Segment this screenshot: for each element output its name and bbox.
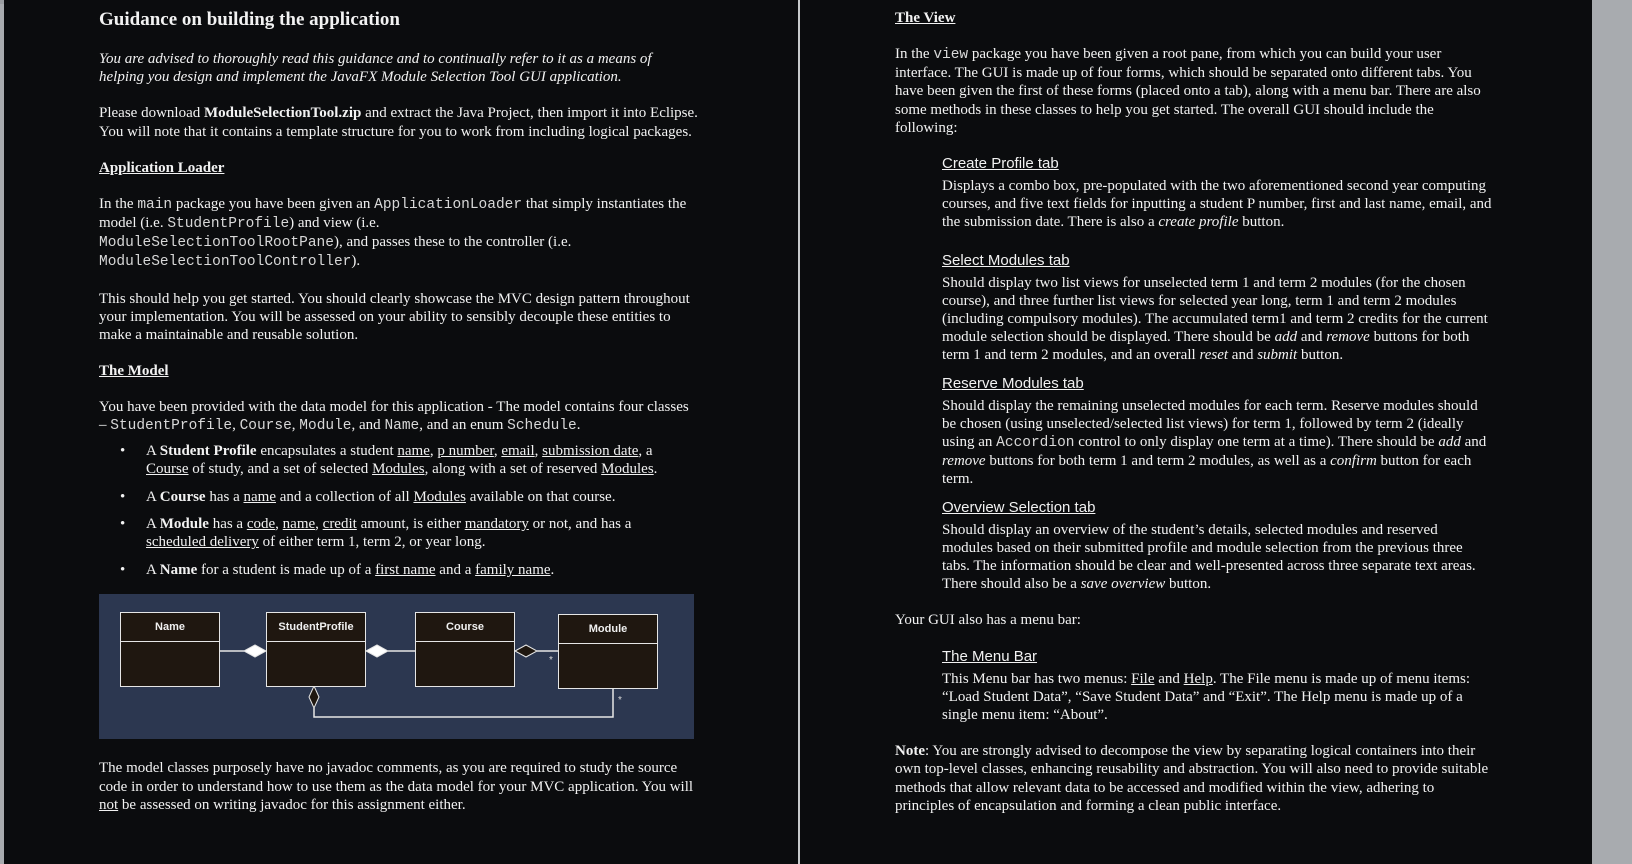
bullet-glyph: •: [120, 442, 126, 459]
code-span: Accordion: [996, 435, 1075, 452]
text-span: ,: [232, 417, 240, 434]
section-heading-the-view: The View: [895, 10, 956, 26]
list-item: [120, 442, 686, 478]
italic-term: submit: [1257, 347, 1298, 364]
section-heading-application-loader: Application Loader: [99, 159, 225, 176]
reserve-modules-block: [942, 375, 1492, 489]
text-span: or not, and has a: [528, 516, 632, 533]
code-span: ModuleSelectionToolRootPane: [99, 235, 334, 252]
multiplicity-label: *: [618, 695, 622, 707]
bold-term: Note: [895, 743, 925, 760]
download-paragraph: [99, 104, 699, 140]
text-span: of study, and a set of selected: [188, 460, 373, 477]
text-span: , along with a set of reserved: [424, 460, 602, 477]
composition-diamond: [244, 645, 266, 657]
subheading-reserve-modules: Reserve Modules tab: [942, 374, 1084, 392]
text-span: encapsulates a student: [256, 442, 398, 459]
underlined-term: email: [501, 442, 535, 459]
italic-term: reset: [1199, 347, 1229, 364]
menu-bar-text: [942, 670, 1492, 725]
text-span: button.: [1238, 214, 1285, 231]
text-span: In the: [99, 195, 138, 212]
loader-paragraph: [99, 195, 699, 272]
underlined-term: submission date: [542, 442, 639, 459]
uml-class-title: StudentProfile: [267, 613, 365, 642]
underlined-term: name: [397, 442, 430, 459]
bold-term: Module: [159, 516, 209, 533]
text-span: In the: [895, 46, 934, 62]
italic-term: add: [1274, 329, 1298, 346]
bullet-glyph: •: [120, 516, 126, 533]
code-span: Schedule: [507, 418, 577, 435]
text-span: ,: [315, 516, 323, 533]
model-bullet-list: [99, 442, 798, 580]
underlined-term: File: [1131, 670, 1155, 687]
text-span: Should display the remaining unselected modules for each term. Reserve modules should be chosen (using unselected/selected list views) for term 1, followed by term 2 (ideally using an: [942, 397, 1478, 451]
create-profile-block: [942, 155, 1492, 232]
closing-paragraph: [99, 759, 699, 814]
bold-term: Name: [159, 562, 198, 579]
uml-class-title: Course: [416, 613, 514, 642]
text-span: A: [146, 488, 160, 505]
code-span: Module: [299, 418, 352, 435]
underlined-term: first name: [375, 562, 436, 579]
code-span: ModuleSelectionToolController: [99, 254, 352, 271]
code-span: StudentProfile: [167, 216, 290, 233]
underlined-term: p number: [437, 442, 494, 459]
bullet-glyph: •: [120, 488, 126, 505]
menubar-intro: Your GUI also has a menu bar:: [895, 612, 1081, 629]
text-span: buttons for both term 1 and term 2 modules, and an overall: [942, 329, 1470, 364]
text-span: ,: [291, 417, 300, 434]
code-span: view: [933, 47, 969, 63]
code-span: Name: [384, 418, 420, 435]
text-span: that simply instantiates the model (i.e.: [99, 195, 687, 232]
text-span: be assessed on writing javadoc for this assignment either.: [118, 796, 466, 813]
underlined-term: name: [243, 488, 276, 505]
aggregation-diamond: [515, 645, 537, 657]
left-page[interactable]: [4, 0, 798, 864]
mvc-paragraph: This should help you get started. You should clearly showcase the MVC design pattern throughout your implementation. You will be assessed on your ability to sensibly decouple these entities to make a maintainable and reusable solution.: [99, 290, 690, 344]
text-span: amount, is either: [356, 516, 465, 533]
text-span: , and: [351, 417, 385, 434]
text-span: control to only display one term at a time). There should be: [1074, 434, 1439, 451]
bold-term: Course: [159, 488, 206, 505]
intro-paragraph: You are advised to thoroughly read this guidance and to continually refer to it as a means of helping you design and implement the JavaFX Module Selection Tool GUI application.: [99, 51, 652, 86]
text-span: of either term 1, term 2, or year long.: [258, 534, 486, 551]
text-span: Please download: [99, 105, 204, 122]
uml-class-diagram: [99, 594, 694, 739]
text-span: and: [1228, 347, 1258, 364]
text-span: and: [1460, 434, 1487, 451]
assoc-line-reserved: [314, 689, 613, 717]
underlined-term: name: [282, 516, 316, 533]
italic-term: remove: [942, 453, 986, 470]
italic-term: create profile: [1158, 214, 1239, 231]
subheading-create-profile: Create Profile tab: [942, 155, 1059, 173]
text-span: , a: [638, 442, 653, 459]
text-span: ,: [429, 442, 438, 459]
text-span: .: [576, 417, 581, 434]
view-intro-paragraph: [895, 45, 1495, 137]
text-span: button.: [1165, 576, 1212, 593]
text-span: Displays a combo box, pre-populated with the two aforementioned second year computing courses, and five text fields for inputting a student P number, first and last name, email, and the submission date. There is also a: [942, 178, 1492, 231]
underlined-term: Modules: [601, 460, 654, 477]
composition-diamond: [366, 645, 388, 657]
text-span: package you have been given a root pane, from which you can build your user interface. The GUI is made up of four forms, which should be separated onto different tabs. You have been given the first of these forms (placed onto a tab), along with a menu bar. There are also some methods in these classes to help you get started. The overall GUI should include the following:: [895, 46, 1481, 136]
text-span: .: [653, 460, 658, 477]
subheading-select-modules: Select Modules tab: [942, 251, 1070, 269]
italic-term: confirm: [1330, 453, 1377, 470]
select-modules-text: [942, 274, 1492, 365]
text-span: A: [146, 442, 160, 459]
code-span: ApplicationLoader: [374, 196, 523, 213]
text-span: and a collection of all: [275, 488, 414, 505]
text-span: package you have been given an: [172, 195, 375, 212]
select-modules-block: [942, 252, 1492, 365]
section-heading-the-model: The Model: [99, 363, 169, 380]
code-span: Course: [239, 418, 292, 435]
italic-term: remove: [1326, 329, 1370, 346]
text-span: and: [1297, 329, 1327, 346]
bold-term: Student Profile: [159, 442, 257, 459]
aggregation-diamond: [309, 686, 319, 708]
menu-bar-block: [942, 648, 1492, 725]
reserve-modules-text: [942, 397, 1492, 489]
text-span: and: [1154, 670, 1184, 687]
underlined-term: credit: [322, 516, 357, 533]
list-item: [120, 515, 686, 551]
text-span: Should display an overview of the student’s details, selected modules and reserved modules based on their submitted profile and module selection from the previous three tabs. The information should be clear and well-presented across three separate text areas. There should also be a: [942, 521, 1476, 593]
subheading-overview-selection: Overview Selection tab: [942, 498, 1096, 516]
overview-selection-text: [942, 521, 1492, 594]
text-span: Should display two list views for unselected term 1 and term 2 modules (for the chosen course), and three further list views for selected year long, term 1 and term 2 modules (including compulsory modules). The accumulated term1 and term 2 credits for the current module selection should be displayed. There should be: [942, 274, 1488, 346]
uml-class-course: [415, 612, 515, 687]
uml-class-title: Name: [121, 613, 219, 642]
text-span: ), and passes these to the controller (i.e.: [333, 234, 572, 251]
text-span: : You are strongly advised to decompose the view by separating logical containers into their own top-level classes, enhancing reusability and abstraction. You will also need to provide suitable methods that allow relevant data to be accessed and modified within the view, adhering to principles of encapsulation and forming a clean public interface.: [895, 743, 1489, 814]
text-span: The model classes purposely have no javadoc comments, as you are required to study the source code in order to understand how to use them as the data model for your MVC application. You will: [99, 760, 694, 795]
text-span: available on that course.: [465, 488, 616, 505]
overview-selection-block: [942, 499, 1492, 594]
text-span: and extract the Java Project, then import it into Eclipse. You will note that it contains a template structure for you to work from including logical packages.: [99, 105, 698, 140]
create-profile-text: [942, 177, 1492, 232]
text-span: A: [146, 516, 160, 533]
list-item: [120, 561, 686, 579]
text-span: . The File menu is made up of menu items: “Load Student Data”, “Save Student Data” and “Exit”. The Help menu is made up of a single menu item: “About”.: [942, 670, 1471, 724]
uml-class-name: [120, 612, 220, 687]
text-span: has a: [205, 488, 244, 505]
subheading-menu-bar: The Menu Bar: [942, 647, 1038, 665]
text-span: button.: [1297, 347, 1344, 364]
underlined-term: Course: [146, 460, 189, 477]
text-span: and a: [435, 562, 476, 579]
text-span: .: [550, 562, 555, 579]
text-span: for a student is made up of a: [197, 562, 376, 579]
underlined-term: code: [246, 516, 276, 533]
text-span: ) and view (i.e.: [289, 215, 380, 232]
text-span: You have been provided with the data model for this application - The model contains four classes –: [99, 399, 689, 434]
bullet-glyph: •: [120, 562, 126, 579]
underlined-term: Modules: [413, 488, 466, 505]
uml-class-studentprofile: [266, 612, 366, 687]
list-item: [120, 488, 686, 506]
text-span: has a: [208, 516, 247, 533]
text-span: ,: [493, 442, 502, 459]
italic-term: save overview: [1080, 576, 1166, 593]
underlined-term: Modules: [372, 460, 425, 477]
underlined-term: Help: [1183, 670, 1213, 687]
multiplicity-label: *: [549, 655, 553, 667]
model-paragraph: [99, 398, 699, 435]
right-scroll-gutter: [1592, 0, 1632, 864]
text-span: ,: [275, 516, 283, 533]
doc-title: Guidance on building the application: [99, 9, 400, 30]
underlined-term: family name: [475, 562, 551, 579]
underlined-term: mandatory: [464, 516, 529, 533]
underlined-term: not: [99, 796, 119, 813]
text-span: button for each term.: [942, 453, 1472, 488]
uml-class-module: [558, 614, 658, 689]
text-span: A: [146, 562, 160, 579]
text-span: , and an enum: [419, 417, 508, 434]
text-span: ).: [351, 253, 361, 270]
zip-filename: ModuleSelectionTool.zip: [203, 105, 362, 122]
note-paragraph: [895, 742, 1495, 815]
italic-term: add: [1438, 434, 1461, 451]
text-span: ,: [534, 442, 543, 459]
underlined-term: scheduled delivery: [146, 534, 259, 551]
right-page[interactable]: [800, 0, 1592, 864]
text-span: buttons for both term 1 and term 2 modules, as well as a: [985, 453, 1331, 470]
uml-class-title: Module: [559, 615, 657, 644]
code-span: StudentProfile: [110, 418, 233, 435]
code-span: main: [137, 196, 173, 213]
text-span: This Menu bar has two menus:: [942, 670, 1132, 687]
